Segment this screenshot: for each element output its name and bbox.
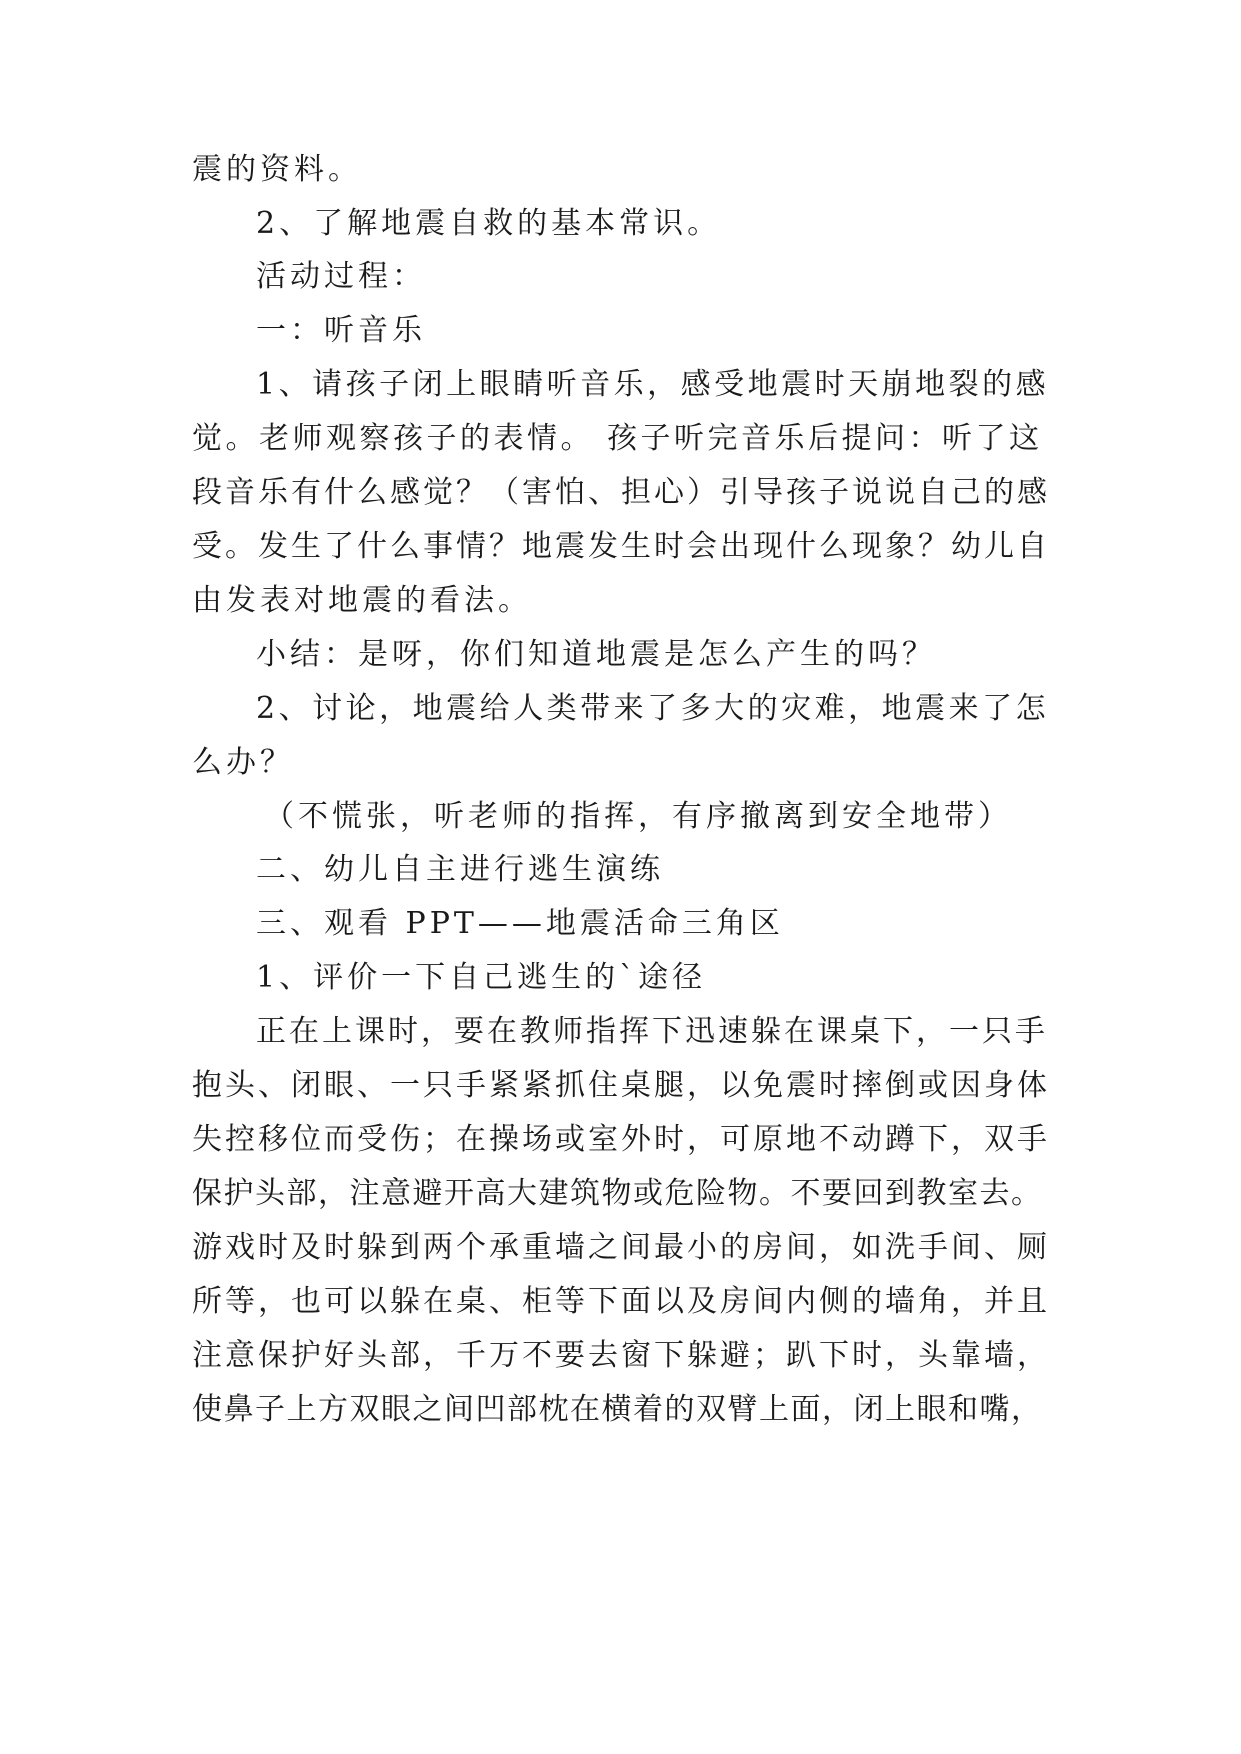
text-line: 1、请孩子闭上眼睛听音乐，感受地震时天崩地裂的感	[256, 367, 1050, 402]
text-line: 么办？	[192, 745, 294, 780]
text-line: 受。发生了什么事情？地震发生时会出现什么现象？幼儿自	[192, 529, 1050, 564]
text-line: 抱头、闭眼、一只手紧紧抓住桌腿，以免震时摔倒或因身体	[192, 1068, 1050, 1103]
text-line: 游戏时及时躲到两个承重墙之间最小的房间，如洗手间、厕	[192, 1230, 1050, 1265]
text-line: 三、观看 PPT——地震活命三角区	[256, 906, 784, 941]
text-line: 二、幼儿自主进行逃生演练	[256, 852, 664, 887]
text-line: 正在上课时，要在教师指挥下迅速躲在课桌下，一只手	[256, 1014, 1048, 1049]
text-line: 由发表对地震的看法。	[192, 583, 532, 618]
text-line: 注意保护好头部，千万不要去窗下躲避；趴下时，头靠墙，	[192, 1338, 1050, 1373]
text-line: 所等，也可以躲在桌、柜等下面以及房间内侧的墙角，并且	[192, 1284, 1050, 1319]
text-line: 小结：是呀，你们知道地震是怎么产生的吗？	[256, 637, 936, 672]
text-line: 使鼻子上方双眼之间凹部枕在横着的双臂上面，闭上眼和嘴，	[192, 1392, 1043, 1427]
text-line: 2、了解地震自救的基本常识。	[256, 206, 722, 241]
text-line: 段音乐有什么感觉？（害怕、担心）引导孩子说说自己的感	[192, 475, 1050, 510]
text-line: 一：听音乐	[256, 313, 426, 348]
text-line: 1、评价一下自己逃生的`途径	[256, 960, 707, 995]
text-line: 2、讨论，地震给人类带来了多大的灾难，地震来了怎	[256, 691, 1050, 726]
text-line: 保护头部，注意避开高大建筑物或危险物。不要回到教室去。	[192, 1176, 1043, 1211]
text-line: （不慌张，听老师的指挥，有序撤离到安全地带）	[264, 799, 1012, 834]
text-line: 活动过程：	[256, 259, 426, 294]
text-line: 失控移位而受伤；在操场或室外时，可原地不动蹲下，双手	[192, 1122, 1050, 1157]
text-line: 觉。老师观察孩子的表情。 孩子听完音乐后提问：听了这	[192, 421, 1043, 456]
text-line: 震的资料。	[192, 152, 362, 187]
